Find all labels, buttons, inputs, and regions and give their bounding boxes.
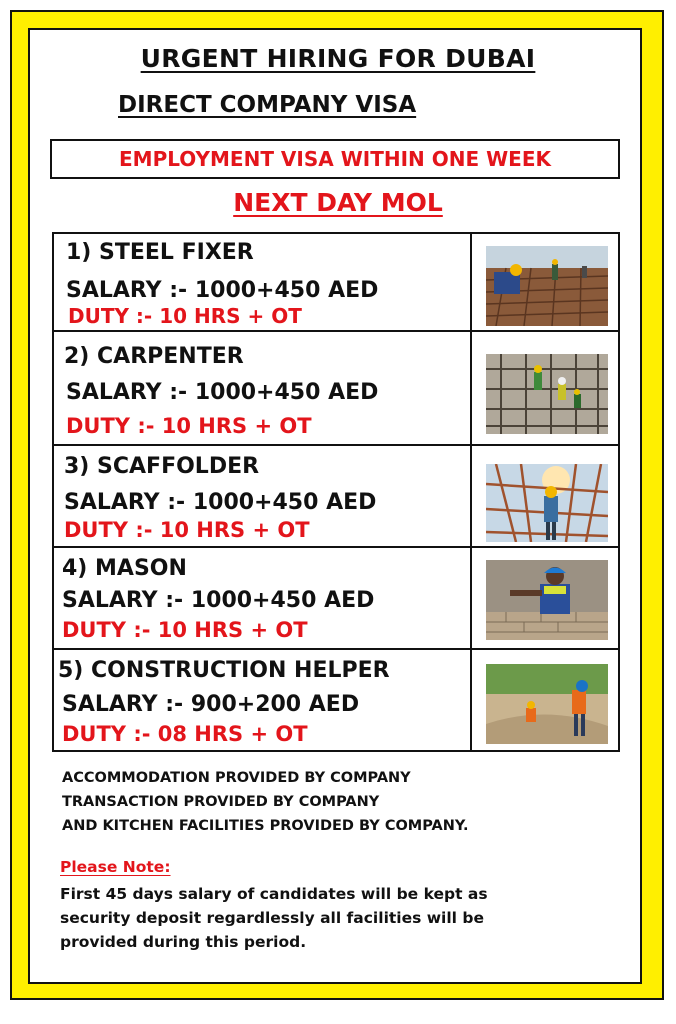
job-duty: DUTY :- 10 HRS + OT (62, 618, 308, 642)
facilities-list (62, 766, 468, 838)
construction-helper-photo (486, 664, 608, 744)
job-title: 1) STEEL FIXER (66, 240, 254, 265)
job-row (54, 548, 618, 650)
facility-item: TRANSACTION PROVIDED BY COMPANY (62, 794, 380, 810)
note-line: First 45 days salary of candidates will be kept as (60, 885, 488, 903)
note-line: provided during this period. (60, 933, 307, 951)
job-title: 4) MASON (62, 556, 187, 581)
job-text-cell (54, 234, 472, 330)
jobs-table (52, 232, 620, 752)
note-line: security deposit regardlessly all facilities will be (60, 909, 484, 927)
carpenter-photo (486, 354, 608, 434)
job-text-cell (54, 548, 472, 648)
job-row (54, 446, 618, 548)
job-text-cell (54, 332, 472, 444)
job-salary: SALARY :- 1000+450 AED (62, 588, 375, 613)
job-row (54, 234, 618, 332)
job-row (54, 332, 618, 446)
job-salary: SALARY :- 1000+450 AED (64, 490, 377, 515)
job-salary: SALARY :- 1000+450 AED (66, 278, 379, 303)
mason-photo (486, 560, 608, 640)
visa-notice-box (50, 139, 620, 179)
page-title: URGENT HIRING FOR DUBAI (140, 44, 536, 73)
job-title: 3) SCAFFOLDER (64, 454, 260, 479)
page-subtitle: DIRECT COMPANY VISA (118, 92, 417, 118)
scaffolder-photo (486, 464, 608, 542)
job-row (54, 650, 618, 752)
job-salary: SALARY :- 1000+450 AED (66, 380, 379, 405)
job-text-cell (54, 446, 472, 546)
job-duty: DUTY :- 10 HRS + OT (68, 304, 302, 328)
mol-heading: NEXT DAY MOL (233, 188, 443, 217)
note-label: Please Note: (60, 858, 171, 876)
job-text-cell (54, 650, 472, 752)
steel-fixer-photo (486, 246, 608, 326)
job-title: 5) CONSTRUCTION HELPER (58, 658, 390, 683)
facility-item: ACCOMMODATION PROVIDED BY COMPANY (62, 770, 411, 786)
job-duty: DUTY :- 08 HRS + OT (62, 722, 308, 746)
job-salary: SALARY :- 900+200 AED (62, 692, 360, 717)
job-duty: DUTY :- 10 HRS + OT (64, 518, 310, 542)
facility-item: AND KITCHEN FACILITIES PROVIDED BY COMPANY. (62, 818, 469, 834)
job-title: 2) CARPENTER (64, 344, 244, 369)
note-text (60, 882, 580, 954)
visa-notice: EMPLOYMENT VISA WITHIN ONE WEEK (119, 147, 551, 171)
job-duty: DUTY :- 10 HRS + OT (66, 414, 312, 438)
